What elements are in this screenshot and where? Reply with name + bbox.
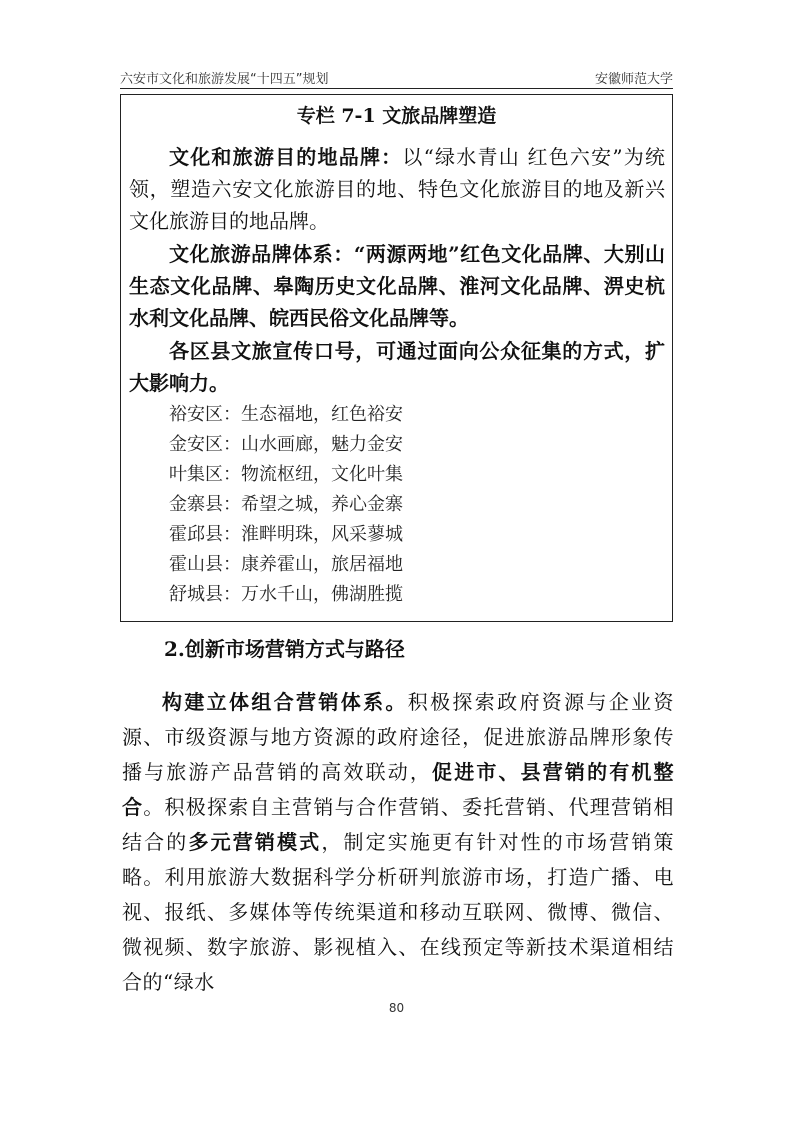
box-paragraph-destination-brand-text: 以“绿水青山 红色六安”为统领，塑造六安文化旅游目的地、特色文化旅游目的地及新兴文化旅游目的地品牌。 — [129, 145, 666, 233]
header-institution: 安徽师范大学 — [594, 72, 673, 87]
box-paragraph-slogan-intro: 各区县文旅宣传口号，可通过面向公众征集的方式，扩大影响力。 — [129, 339, 665, 395]
body-emphasis: 多元营销模式 — [188, 830, 322, 854]
column-box — [120, 94, 673, 622]
body-emphasis: 促进市、县营销的有机整合 — [122, 760, 675, 819]
slogan-line: 裕安区：生态福地，红色裕安 — [169, 404, 403, 425]
body-paragraph — [122, 685, 674, 1000]
box-paragraph-destination-brand — [129, 141, 665, 237]
body-lead-phrase: 构建立体组合营销体系。 — [162, 690, 408, 714]
page-header — [120, 66, 673, 89]
header-document-title: 六安市文化和旅游发展“十四五”规划 — [120, 72, 329, 87]
section-heading: 2.创新市场营销方式与路径 — [164, 637, 405, 661]
slogan-line: 叶集区：物流枢纽，文化叶集 — [169, 464, 403, 485]
slogan-line: 舒城县：万水千山，佛湖胜揽 — [169, 584, 403, 605]
box-paragraph-brand-system: 文化旅游品牌体系：“两源两地”红色文化品牌、大别山生态文化品牌、皋陶历史文化品牌、淮河文化品牌、淠史杭水利文化品牌、皖西民俗文化品牌等。 — [129, 242, 665, 330]
slogan-line: 金寨县：希望之城，养心金寨 — [169, 494, 403, 515]
slogan-line: 霍山县：康养霍山，旅居福地 — [169, 554, 403, 575]
body-text-segment: ，制定实施更有针对性的市场营销策略。利用旅游大数据科学分析研判旅游市场，打造广播、电视、报纸、多媒体等传统渠道和移动互联网、微博、微信、微视频、数字旅游、影视植入、在线预定等新技术渠道相结合的“绿水 — [122, 830, 674, 994]
body-text-segment: 积极探索政府资源与企业资源、市级资源与地方资源的政府途径，促进旅游品牌形象传播与旅游产品营销的高效联动， — [122, 690, 674, 784]
page-number: 80 — [388, 1001, 405, 1015]
box-title: 专栏 7-1 文旅品牌塑造 — [296, 105, 497, 127]
slogan-line: 霍邱县：淮畔明珠，风采蓼城 — [169, 524, 403, 545]
box-paragraph-destination-brand-lead: 文化和旅游目的地品牌： — [169, 145, 403, 169]
slogan-line: 金安区：山水画廊，魅力金安 — [169, 434, 403, 455]
body-text-segment: 。积极探索自主营销与合作营销、委托营销、代理营销相结合的 — [122, 795, 675, 854]
